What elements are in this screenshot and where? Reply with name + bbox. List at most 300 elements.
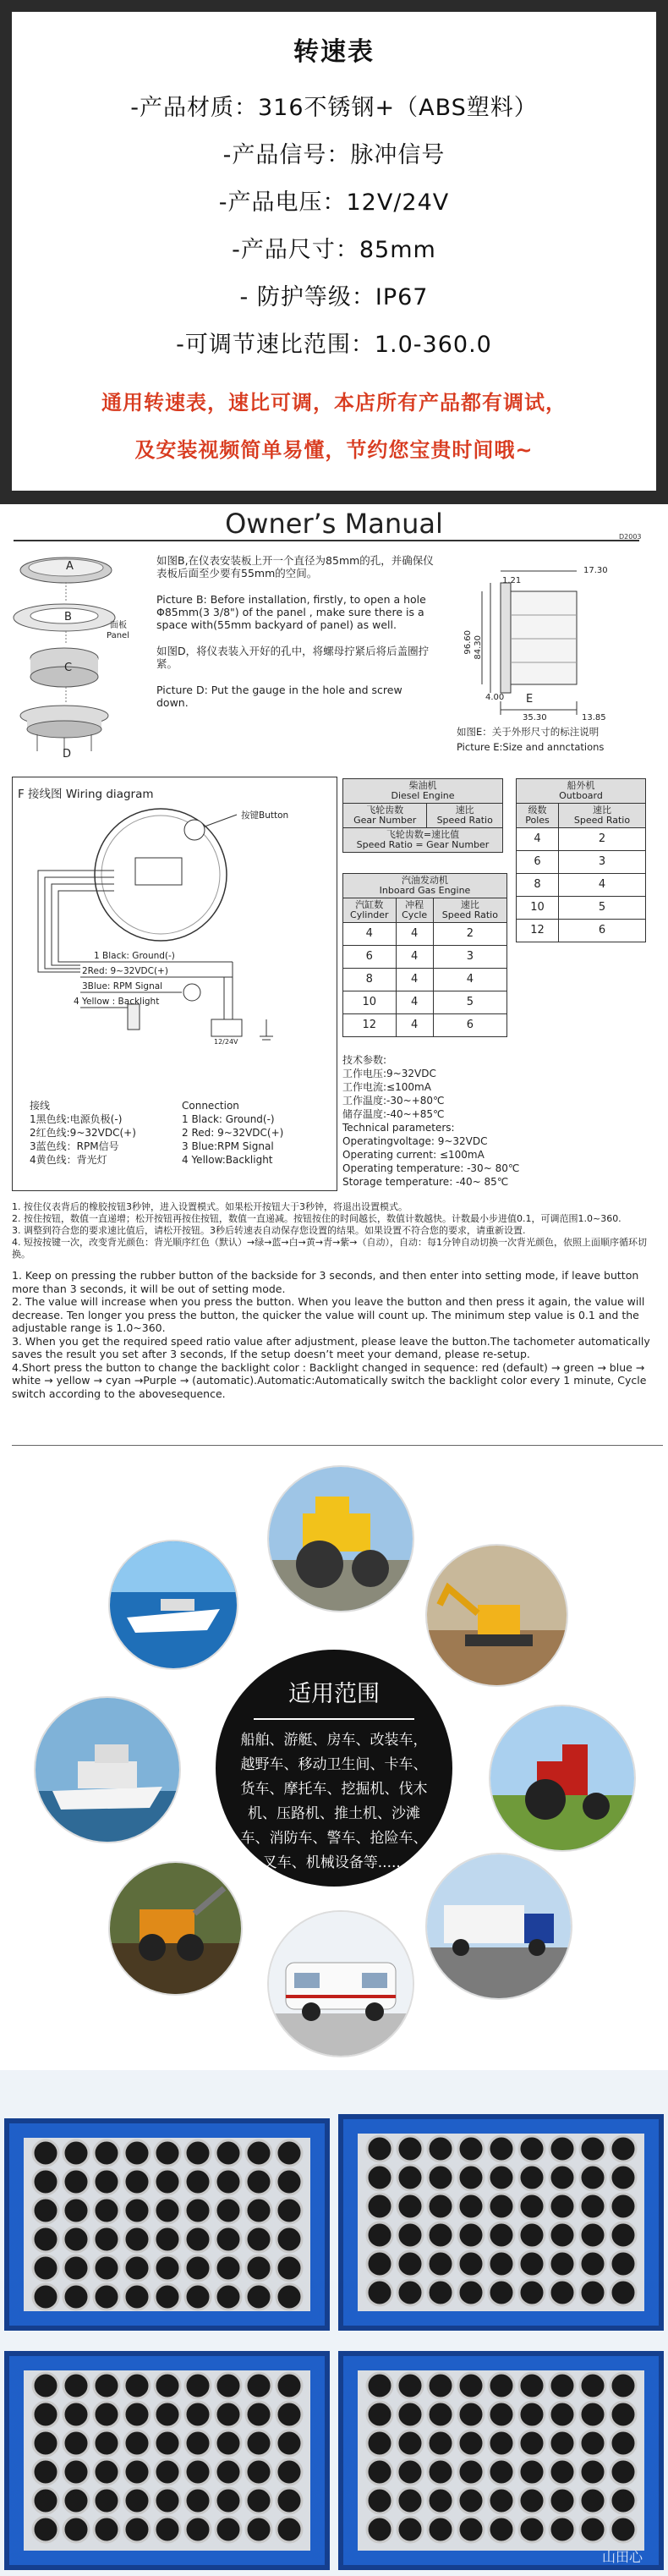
gauge-item <box>611 2251 636 2277</box>
gauge-item <box>185 2373 211 2398</box>
gauge-item <box>458 2165 484 2190</box>
table-row <box>517 920 646 942</box>
inboard-col-ratio-en: Speed Ratio <box>441 909 498 920</box>
gauge-item <box>246 2517 271 2542</box>
gauge-item <box>550 2165 575 2190</box>
truck-photo <box>427 1854 571 1998</box>
gauge-item <box>458 2488 484 2513</box>
gauge-item <box>428 2517 453 2542</box>
gauge-item <box>611 2136 636 2161</box>
diesel-formula-cn: 飞轮齿数=速比值 <box>386 829 460 840</box>
gauge-item <box>580 2373 605 2398</box>
gauge-item <box>489 2280 514 2305</box>
illustration-label-d: D <box>63 748 72 761</box>
gauge-item <box>33 2430 58 2456</box>
gauge-item <box>246 2488 271 2513</box>
gauge-item <box>550 2488 575 2513</box>
instruction-b-cn: 如图B,在仪表安装板上开一个直径为85mm的孔，并确保仪表板后面至少要有55mm的空间。 <box>156 554 434 579</box>
gauge-item <box>550 2222 575 2248</box>
road-roller-photo <box>269 1467 413 1611</box>
dim-low: 4.00 <box>485 693 505 702</box>
dim-bottom-right: 13.85 <box>582 713 606 722</box>
gauge-item <box>246 2169 271 2194</box>
diesel-title <box>343 779 503 804</box>
gauge-item <box>63 2373 89 2398</box>
wiring-list-en-item: 3 Blue:RPM Signal <box>182 1140 274 1152</box>
gauge-item <box>428 2280 453 2305</box>
gauge-item <box>155 2488 180 2513</box>
note-en-item: 4.Short press the button to change the backlight color : Backlight changed in sequence: red (default) → green → blue → white → yellow → cyan →Purple → (automatic).Automatic:Automatically switch the backlight color every 1 minute, Cycle switch according to the abovesequence. <box>12 1360 647 1400</box>
gauge-item <box>458 2517 484 2542</box>
table-cell: 4 <box>517 828 559 851</box>
gauge-item <box>277 2140 302 2166</box>
manual-title-rule <box>14 540 639 541</box>
gauge-item <box>611 2488 636 2513</box>
gauge-item <box>580 2488 605 2513</box>
spec-material: -产品材质：316不锈钢+（ABS塑料） <box>130 95 538 121</box>
gauge-item <box>94 2402 119 2427</box>
gauge-item <box>63 2169 89 2194</box>
gauge-item <box>367 2165 392 2190</box>
table-row <box>343 969 507 991</box>
table-cell: 4 <box>343 923 397 946</box>
spec-title: 转速表 <box>293 37 375 67</box>
gauge-item <box>519 2136 545 2161</box>
instruction-d-en: Picture D: Put the gauge in the hole and screw down. <box>156 684 402 709</box>
gauge-item <box>489 2488 514 2513</box>
outboard-col-poles-en: Poles <box>525 815 550 826</box>
gauge-item <box>277 2255 302 2281</box>
gauge-item <box>277 2488 302 2513</box>
table-row <box>517 851 646 874</box>
gauge-item <box>94 2255 119 2281</box>
gauge-item <box>458 2136 484 2161</box>
gauge-item <box>277 2198 302 2223</box>
gauge-item <box>428 2373 453 2398</box>
inboard-col-cycle <box>396 898 433 923</box>
dim-top: 17.30 <box>583 566 608 575</box>
outboard-col-poles-cn: 级数 <box>528 805 547 816</box>
gauge-item <box>216 2169 241 2194</box>
gauge-item <box>458 2373 484 2398</box>
gauge-item <box>33 2373 58 2398</box>
gauge-item <box>550 2136 575 2161</box>
gauge-item <box>63 2402 89 2427</box>
gauge-item <box>216 2227 241 2252</box>
gauge-item <box>397 2459 423 2485</box>
gauge-item <box>367 2194 392 2219</box>
gauge-item <box>216 2488 241 2513</box>
gauge-item <box>33 2198 58 2223</box>
gauge-item <box>519 2430 545 2456</box>
gauge-item <box>246 2402 271 2427</box>
illustration-label-a: A <box>66 560 74 573</box>
gauge-item <box>124 2373 150 2398</box>
outboard-col-poles <box>517 804 559 828</box>
gauge-item <box>63 2227 89 2252</box>
gauge-item <box>63 2255 89 2281</box>
gauge-item <box>124 2459 150 2485</box>
gauge-item <box>489 2373 514 2398</box>
instruction-b-en: Picture B: Before installation, firstly, to open a hole Φ85mm(3 3/8") of the panel , make sure there is a space with(55mm backyard of panel) as well. <box>156 593 426 631</box>
gauge-item <box>489 2194 514 2219</box>
gauge-item <box>428 2488 453 2513</box>
gauge-item <box>519 2222 545 2248</box>
yacht-icon <box>36 1698 179 1842</box>
table-cell: 3 <box>558 851 645 874</box>
gauge-item <box>63 2517 89 2542</box>
gauge-item <box>277 2430 302 2456</box>
gauge-item <box>124 2517 150 2542</box>
dim-e-label: E <box>526 693 534 706</box>
gauge-item <box>185 2284 211 2310</box>
gauge-item <box>367 2280 392 2305</box>
gauge-item <box>155 2198 180 2223</box>
note-cn-item: 3. 调整到符合您的要求速比值后，请松开按钮。3秒后转速表自动保存您设置的结果。如果设置不符合您的要求，请重新设置. <box>12 1225 526 1236</box>
outboard-col-ratio-en: Speed Ratio <box>573 815 631 826</box>
inboard-col-cylinder-cn: 汽缸数 <box>355 899 384 910</box>
gauge-item <box>611 2459 636 2485</box>
gauge-item <box>94 2140 119 2166</box>
diesel-col-gear-en: Gear Number <box>353 815 417 826</box>
spec-signal: -产品信号：脉冲信号 <box>222 142 446 168</box>
outboard-col-ratio <box>558 804 645 828</box>
scope-title: 适用范围 <box>288 1681 380 1707</box>
diesel-col-gear-cn: 飞轮齿数 <box>366 805 404 816</box>
gauge-item <box>428 2430 453 2456</box>
dim-left-inner: 84.30 <box>474 635 483 660</box>
gauge-item <box>458 2280 484 2305</box>
param-line: 技术参数: <box>342 1054 387 1066</box>
gauge-item <box>216 2402 241 2427</box>
gauge-item <box>33 2402 58 2427</box>
wiring-list-en-heading: Connection <box>182 1100 239 1112</box>
forestry-machine-photo <box>110 1863 241 1994</box>
gauge-item <box>155 2227 180 2252</box>
manual-code: D2003 <box>619 533 642 541</box>
gauge-item <box>33 2459 58 2485</box>
gauge-item <box>367 2373 392 2398</box>
gauge-item <box>33 2169 58 2194</box>
gauge-item <box>580 2222 605 2248</box>
gauge-item <box>428 2136 453 2161</box>
gauge-item <box>155 2402 180 2427</box>
scope-title-rule <box>254 1718 414 1720</box>
gauge-item <box>94 2227 119 2252</box>
table-cell: 6 <box>517 851 559 874</box>
gauge-item <box>63 2140 89 2166</box>
road-roller-icon <box>269 1467 413 1611</box>
param-line: 工作电压:9~32VDC <box>342 1068 436 1079</box>
wiring-list-cn <box>30 1099 136 1167</box>
inboard-col-cycle-cn: 冲程 <box>405 899 424 910</box>
gauge-item <box>580 2459 605 2485</box>
table-cell: 10 <box>517 897 559 920</box>
illustration-label-panel-cn: 面板 <box>110 621 127 630</box>
scope-center-circle <box>216 1650 452 1887</box>
gauge-item <box>124 2402 150 2427</box>
param-line: 工作电流:≤100mA <box>342 1081 431 1093</box>
gauge-item <box>489 2459 514 2485</box>
gauge-item <box>550 2459 575 2485</box>
gauge-item <box>216 2140 241 2166</box>
gauge-item <box>458 2459 484 2485</box>
gauge-item <box>216 2430 241 2456</box>
gauge-item <box>33 2284 58 2310</box>
table-cell: 3 <box>433 946 506 969</box>
motorhome-photo <box>269 1912 413 2056</box>
owners-manual <box>0 508 668 1447</box>
gauge-item <box>580 2280 605 2305</box>
gauge-item <box>550 2517 575 2542</box>
param-line: Storage temperature: -40~ 85℃ <box>342 1176 509 1188</box>
gauge-item <box>185 2430 211 2456</box>
param-line: Operating temperature: -30~ 80℃ <box>342 1162 520 1174</box>
table-cell: 8 <box>517 874 559 897</box>
gauge-item <box>550 2373 575 2398</box>
gauge-item <box>489 2222 514 2248</box>
gauge-item <box>185 2459 211 2485</box>
gauge-item <box>550 2194 575 2219</box>
wiring-list-en <box>182 1099 283 1167</box>
gauge-item <box>124 2255 150 2281</box>
table-cell: 4 <box>396 991 433 1014</box>
gauge-item <box>277 2459 302 2485</box>
gauge-item <box>277 2284 302 2310</box>
gauge-item <box>246 2430 271 2456</box>
diesel-col-ratio-en: Speed Ratio <box>436 815 493 826</box>
inboard-title-en: Inboard Gas Engine <box>379 885 471 896</box>
table-cell: 8 <box>343 969 397 991</box>
table-row <box>343 923 507 946</box>
gauge-item <box>458 2251 484 2277</box>
table-row <box>517 897 646 920</box>
table-cell: 10 <box>343 991 397 1014</box>
table-cell: 6 <box>433 1014 506 1037</box>
gauge-item <box>246 2459 271 2485</box>
button-label: 按键Button <box>241 810 289 821</box>
gauge-item <box>428 2251 453 2277</box>
gauge-item <box>94 2488 119 2513</box>
inboard-col-ratio-cn: 速比 <box>460 899 479 910</box>
gauge-item <box>246 2255 271 2281</box>
diesel-col-ratio-cn: 速比 <box>455 805 474 816</box>
gauge-item <box>367 2459 392 2485</box>
promo-line-1: 通用转速表，速比可调，本店所有产品都有调试， <box>101 391 567 415</box>
table-row <box>343 991 507 1014</box>
installation-instructions <box>156 554 435 722</box>
gauge-item <box>550 2402 575 2427</box>
truck-icon <box>427 1854 571 1998</box>
gauge-item <box>580 2402 605 2427</box>
wiring-list-cn-heading: 接线 <box>30 1100 51 1112</box>
gauge-item <box>33 2517 58 2542</box>
table-cell: 12 <box>517 920 559 942</box>
gauge-item <box>63 2488 89 2513</box>
yacht-photo <box>36 1698 179 1842</box>
gauge-item <box>63 2284 89 2310</box>
wiring-title: F 接线图 Wiring diagram <box>18 788 154 801</box>
table-cell: 2 <box>558 828 645 851</box>
gauge-item <box>185 2227 211 2252</box>
gauge-item <box>155 2140 180 2166</box>
gauge-item <box>155 2255 180 2281</box>
table-row <box>517 874 646 897</box>
table-row <box>343 1014 507 1037</box>
product-crates-photo <box>0 2070 668 2576</box>
gauge-item <box>155 2430 180 2456</box>
wiring-list-cn-item: 4黄色线：背光灯 <box>30 1154 107 1166</box>
size-caption-en: Picture E:Size and annctations <box>457 741 605 753</box>
inboard-gas-engine-table <box>342 873 507 1037</box>
gauge-item <box>519 2402 545 2427</box>
gauge-item <box>367 2517 392 2542</box>
gauge-item <box>124 2227 150 2252</box>
gauge-item <box>124 2488 150 2513</box>
illustration-label-c: C <box>64 662 73 674</box>
dim-left-outer: 96.60 <box>463 630 473 655</box>
note-cn-item: 2. 按住按钮，数值一直递增；松开按钮再按住按钮，数值一直递减。按钮按住的时间越长，数值计数越快。计数最小步进值0.1，可调范围1.0~360. <box>12 1213 621 1224</box>
diesel-col-gear <box>343 804 427 828</box>
gauge-item <box>397 2517 423 2542</box>
gauge-item <box>63 2459 89 2485</box>
param-line: Technical parameters: <box>342 1122 455 1134</box>
gauge-item <box>397 2165 423 2190</box>
instruction-d-cn: 如图D，将仪表装入开好的孔中，将螺母拧紧后将后盖圈拧紧。 <box>156 645 430 670</box>
note-cn-item: 4. 短按按键一次，改变背光颜色：背光顺序红色（默认）→绿→蓝→白→黄→青→紫→（自动），自动：每1分钟自动切换一次背光颜色，依照上面顺序循环切换。 <box>12 1237 648 1260</box>
wiring-list-cn-item: 3蓝色线：RPM信号 <box>30 1140 119 1152</box>
wire-label-3: 3Blue: RPM Signal <box>82 981 163 991</box>
gauge-item <box>519 2194 545 2219</box>
gauge-item <box>124 2169 150 2194</box>
gauge-item <box>611 2165 636 2190</box>
application-scope <box>0 1448 668 2066</box>
gauge-item <box>277 2517 302 2542</box>
gauge-item <box>519 2373 545 2398</box>
wiring-list-en-item: 4 Yellow:Backlight <box>182 1154 273 1166</box>
param-line: Operating current: ≤100mA <box>342 1149 485 1161</box>
inboard-col-cylinder <box>343 898 397 923</box>
gauge-item <box>519 2165 545 2190</box>
gauge-item <box>580 2136 605 2161</box>
gauge-item <box>63 2430 89 2456</box>
gauge-item <box>458 2430 484 2456</box>
watermark: 山田心 <box>601 2549 643 2565</box>
speedboat-photo <box>110 1541 237 1668</box>
gauge-item <box>580 2251 605 2277</box>
gauge-item <box>397 2430 423 2456</box>
motorhome-icon <box>269 1912 413 2056</box>
gauge-item <box>94 2517 119 2542</box>
diesel-title-en: Diesel Engine <box>391 790 455 801</box>
gauge-item <box>94 2169 119 2194</box>
outboard-col-ratio-cn: 速比 <box>592 805 611 816</box>
notes-en <box>12 1269 663 1400</box>
gauge-item <box>519 2459 545 2485</box>
inboard-col-cycle-en: Cycle <box>402 909 428 920</box>
gauge-item <box>458 2194 484 2219</box>
gauge-item <box>155 2169 180 2194</box>
gauge-item <box>246 2227 271 2252</box>
gauge-item <box>185 2517 211 2542</box>
gauge-item <box>367 2402 392 2427</box>
gauge-item <box>185 2169 211 2194</box>
gauge-item <box>580 2430 605 2456</box>
gauge-item <box>458 2402 484 2427</box>
gauge-item <box>550 2430 575 2456</box>
gauge-item <box>216 2517 241 2542</box>
gauge-item <box>124 2140 150 2166</box>
outboard-title-cn: 船外机 <box>567 780 595 791</box>
technical-parameters <box>342 1053 537 1189</box>
gauge-item <box>216 2459 241 2485</box>
spec-frame <box>0 0 668 504</box>
gauge-item <box>367 2488 392 2513</box>
tractor-photo <box>490 1706 634 1850</box>
gauge-item <box>397 2194 423 2219</box>
note-cn-item: 1. 按住仪表背后的橡胶按钮3秒钟，进入设置模式。如果松开按钮大于3秒钟，将退出设置模式。 <box>12 1201 408 1212</box>
spec-size: -产品尺寸：85mm <box>232 237 436 263</box>
gauge-item <box>428 2222 453 2248</box>
diesel-formula <box>343 828 503 853</box>
gauge-item <box>489 2430 514 2456</box>
gauge-item <box>216 2198 241 2223</box>
inboard-col-cylinder-en: Cylinder <box>350 909 389 920</box>
outboard-title <box>517 779 646 804</box>
gauge-item <box>428 2402 453 2427</box>
gauge-item <box>246 2373 271 2398</box>
gauge-item <box>367 2430 392 2456</box>
gauge-item <box>489 2402 514 2427</box>
gauge-item <box>397 2280 423 2305</box>
gauge-item <box>367 2222 392 2248</box>
inboard-col-ratio <box>433 898 506 923</box>
gauge-item <box>489 2517 514 2542</box>
gauge-item <box>550 2280 575 2305</box>
gauge-item <box>611 2373 636 2398</box>
diesel-formula-en: Speed Ratio = Gear Number <box>356 839 490 850</box>
gauge-item <box>185 2488 211 2513</box>
gauge-item <box>216 2373 241 2398</box>
forestry-machine-icon <box>110 1863 241 1994</box>
wire-label-2: 2Red: 9~32VDC(+) <box>82 966 168 976</box>
gauge-item <box>489 2251 514 2277</box>
gauge-exploded-view-icon <box>12 552 147 763</box>
gauge-item <box>33 2488 58 2513</box>
table-cell: 4 <box>396 946 433 969</box>
gauge-item <box>611 2280 636 2305</box>
gauge-item <box>397 2373 423 2398</box>
gauge-item <box>124 2198 150 2223</box>
scope-applications: 船舶、游艇、房车、改装车，越野车、移动卫生间、卡车、货车、摩托车、挖掘机、伐木机、压路机、推土机、沙滩车、消防车、警车、抢险车、叉车、机械设备等...... <box>240 1732 428 1871</box>
table-cell: 2 <box>433 923 506 946</box>
size-caption <box>457 724 660 755</box>
dim-mid: 1.21 <box>502 576 522 585</box>
spec-protection: - 防护等级：IP67 <box>239 284 429 310</box>
gauge-item <box>397 2488 423 2513</box>
gauge-item <box>94 2198 119 2223</box>
wire-label-1: 1 Black: Ground(-) <box>94 951 175 961</box>
manual-title: Owner’s Manual <box>225 508 443 540</box>
gauge-item <box>246 2140 271 2166</box>
table-cell: 4 <box>433 969 506 991</box>
gauge-item <box>611 2222 636 2248</box>
gauge-item <box>246 2284 271 2310</box>
gauge-item <box>277 2402 302 2427</box>
wire-label-4: 4 Yellow : Backlight <box>74 997 160 1007</box>
table-cell: 4 <box>396 923 433 946</box>
outboard-table <box>516 778 646 942</box>
